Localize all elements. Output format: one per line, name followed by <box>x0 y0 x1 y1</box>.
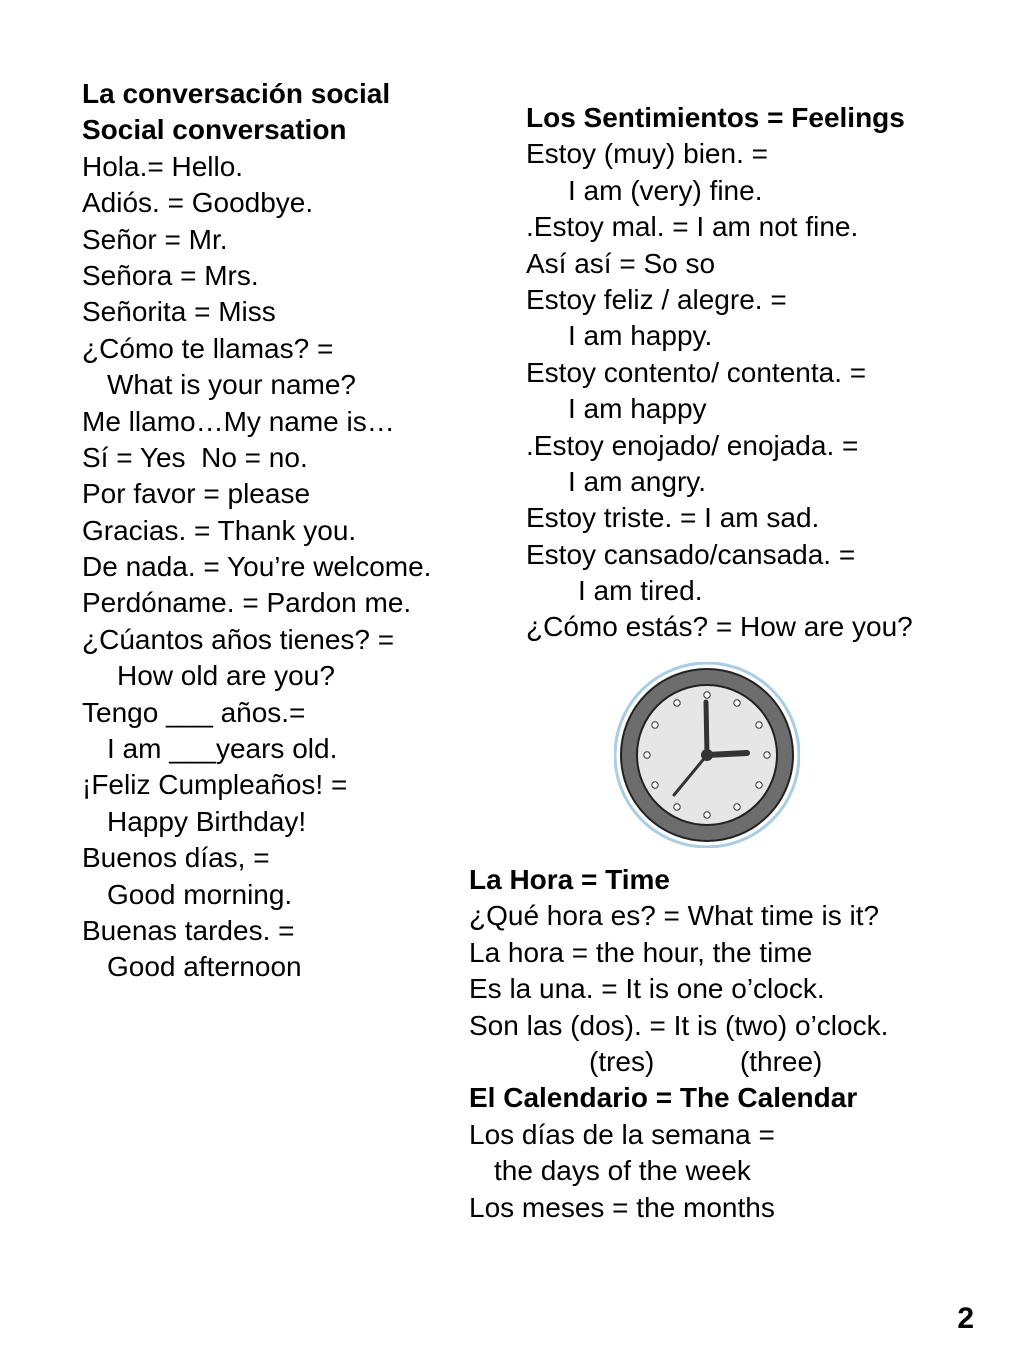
vocab-line: I am (very) fine. <box>568 174 763 206</box>
vocab-line: Los días de la semana = <box>469 1118 775 1150</box>
vocab-line: ¡Feliz Cumpleaños! = <box>82 769 348 801</box>
vocab-line: I am tired. <box>578 575 703 607</box>
clock-tick <box>652 782 658 788</box>
vocab-line: I am happy. <box>568 320 713 352</box>
vocab-line: I am angry. <box>568 465 706 497</box>
section-title: La conversación social <box>82 78 391 109</box>
clock-tick <box>764 752 770 758</box>
vocab-line: Señor = Mr. <box>82 223 228 255</box>
vocab-line: Perdóname. = Pardon me. <box>82 587 412 619</box>
section-title: La Hora = Time <box>469 864 671 895</box>
vocab-line: (tres) (three) <box>589 1045 823 1077</box>
clock-tick <box>704 812 710 818</box>
vocab-line: La hora = the hour, the time <box>469 936 813 968</box>
vocab-line: Son las (dos). = It is (two) o’clock. <box>469 1009 889 1041</box>
vocab-line: Gracias. = Thank you. <box>82 514 357 546</box>
vocab-line: Adiós. = Goodbye. <box>82 187 314 219</box>
clock-tick <box>734 700 740 706</box>
vocab-line: What is your name? <box>107 369 356 401</box>
vocab-line: Estoy feliz / alegre. = <box>526 283 787 315</box>
vocab-line: How old are you? <box>117 660 335 692</box>
vocab-line: ¿Cómo estás? = How are you? <box>526 611 913 643</box>
vocab-line: Buenos días, = <box>82 842 270 874</box>
vocab-line: Señorita = Miss <box>82 296 276 328</box>
clock-tick <box>756 722 762 728</box>
vocab-line: ¿Cómo te llamas? = <box>82 332 334 364</box>
clock-tick <box>652 722 658 728</box>
clock-tick <box>756 782 762 788</box>
vocab-line: De nada. = You’re welcome. <box>82 551 432 583</box>
clock-tick <box>734 804 740 810</box>
clock-icon-graphic <box>614 662 800 848</box>
vocab-line: Tengo ___ años.= <box>82 696 306 728</box>
clock-tick <box>674 804 680 810</box>
vocab-line: Good afternoon <box>107 951 302 983</box>
vocab-line: Señora = Mrs. <box>82 259 259 291</box>
vocab-line: ¿Qué hora es? = What time is it? <box>469 900 880 932</box>
vocab-line: Los meses = the months <box>469 1191 775 1223</box>
vocab-line: Estoy triste. = I am sad. <box>526 502 820 534</box>
vocab-line: I am ___years old. <box>107 733 338 765</box>
vocab-line: Así así = So so <box>526 247 716 279</box>
vocab-line: Estoy (muy) bien. = <box>526 138 768 170</box>
vocab-line: Buenas tardes. = <box>82 914 295 946</box>
social-conversation-section <box>82 76 431 986</box>
clock-icon <box>614 662 800 848</box>
vocab-line: Hola.= Hello. <box>82 150 244 182</box>
vocab-line: Es la una. = It is one o’clock. <box>469 973 825 1005</box>
vocab-line: ¿Cúantos años tienes? = <box>82 623 395 655</box>
clock-tick <box>704 692 710 698</box>
vocab-line: .Estoy enojado/ enojada. = <box>526 429 859 461</box>
feelings-section <box>526 100 913 646</box>
clock-tick <box>674 700 680 706</box>
vocab-line: I am happy <box>568 393 707 425</box>
vocab-line: Sí = Yes No = no. <box>82 441 308 473</box>
vocab-line: Happy Birthday! <box>107 805 307 837</box>
time-calendar-section <box>469 862 888 1226</box>
vocab-line: .Estoy mal. = I am not fine. <box>526 211 859 243</box>
clock-tick <box>644 752 650 758</box>
section-subtitle: Social conversation <box>82 114 347 146</box>
vocab-line: Good morning. <box>107 878 293 910</box>
section-title: El Calendario = The Calendar <box>469 1082 858 1114</box>
vocab-line: Estoy cansado/cansada. = <box>526 538 856 570</box>
vocab-line: Por favor = please <box>82 478 311 510</box>
page-number: 2 <box>957 1302 974 1335</box>
vocab-line: Me llamo…My name is… <box>82 405 395 437</box>
section-title: Los Sentimientos = Feelings <box>526 102 905 133</box>
vocab-line: Estoy contento/ contenta. = <box>526 356 867 388</box>
vocab-line: the days of the week <box>494 1155 751 1187</box>
